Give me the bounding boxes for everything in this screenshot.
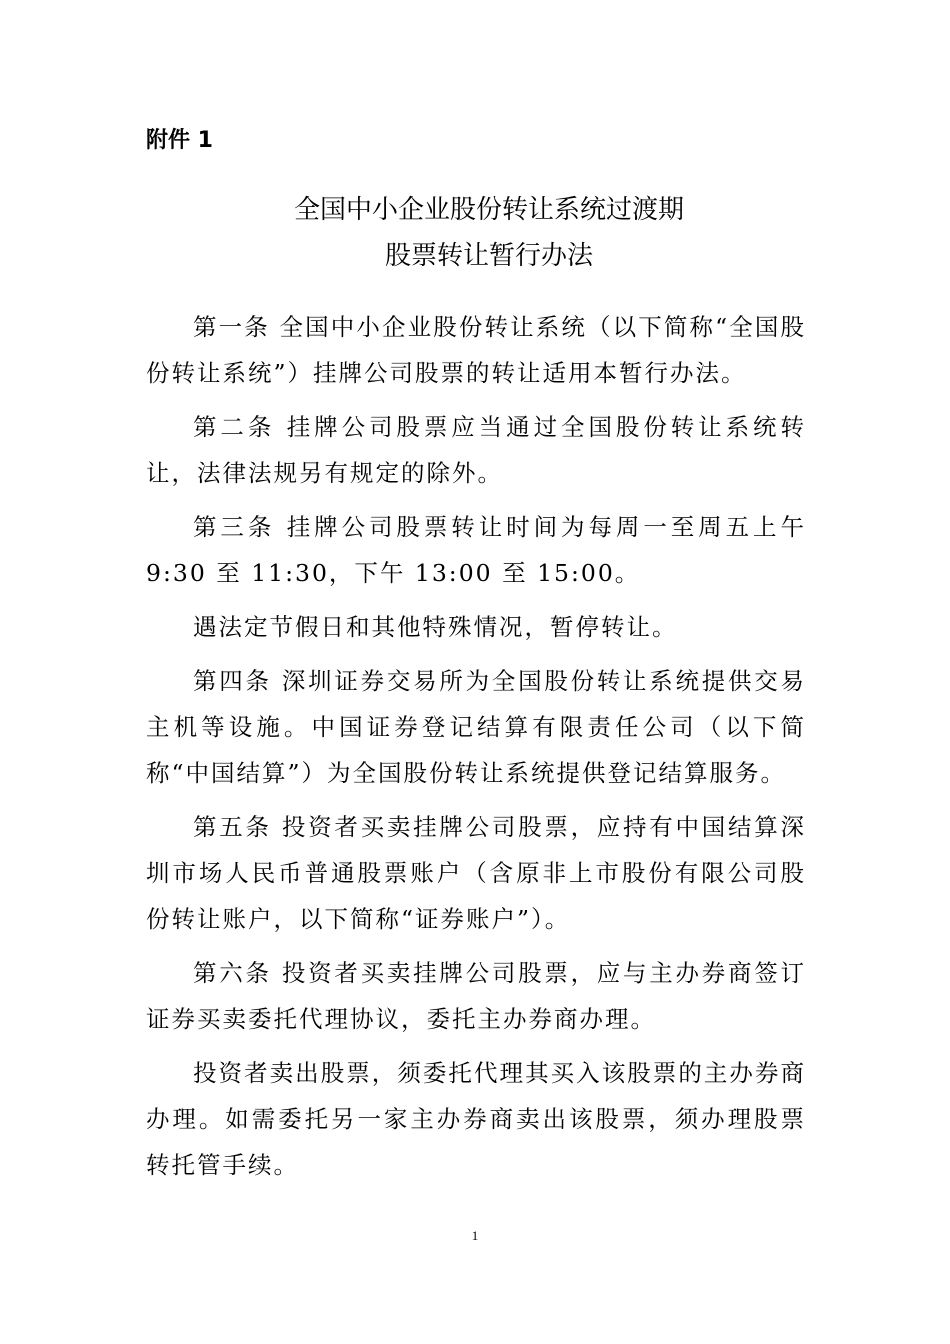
attachment-label: 附件 1 — [146, 128, 213, 153]
article-1: 第一条 全国中小企业股份转让系统（以下简称“全国股份转让系统”）挂牌公司股票的转让适用本暂行办法。 — [146, 313, 806, 387]
article-2: 第二条 挂牌公司股票应当通过全国股份转让系统转让，法律法规另有规定的除外。 — [146, 413, 806, 487]
document-title-line-2: 股票转让暂行办法 — [384, 241, 593, 271]
article-5: 第五条 投资者买卖挂牌公司股票，应持有中国结算深圳市场人民币普通股票账户（含原非上市股份有限公司股份转让账户，以下简称“证券账户”）。 — [146, 813, 806, 933]
document-title-line-1: 全国中小企业股份转让系统过渡期 — [293, 195, 684, 225]
document-body — [146, 304, 806, 1196]
article-6: 第六条 投资者买卖挂牌公司股票，应与主办券商签订证券买卖委托代理协议，委托主办券商办理。 — [146, 959, 806, 1033]
article-3: 第三条 挂牌公司股票转让时间为每周一至周五上午 9:30 至 11:30，下午 13:00 至 15:00。 — [146, 513, 806, 587]
page-number: 1 — [471, 1228, 479, 1243]
article-6-note: 投资者卖出股票，须委托代理其买入该股票的主办券商办理。如需委托另一家主办券商卖出该股票，须办理股票转托管手续。 — [146, 1059, 806, 1179]
article-3-note: 遇法定节假日和其他特殊情况，暂停转让。 — [193, 613, 678, 641]
article-4: 第四条 深圳证券交易所为全国股份转让系统提供交易主机等设施。中国证券登记结算有限责任公司（以下简称“中国结算”）为全国股份转让系统提供登记结算服务。 — [146, 667, 806, 787]
